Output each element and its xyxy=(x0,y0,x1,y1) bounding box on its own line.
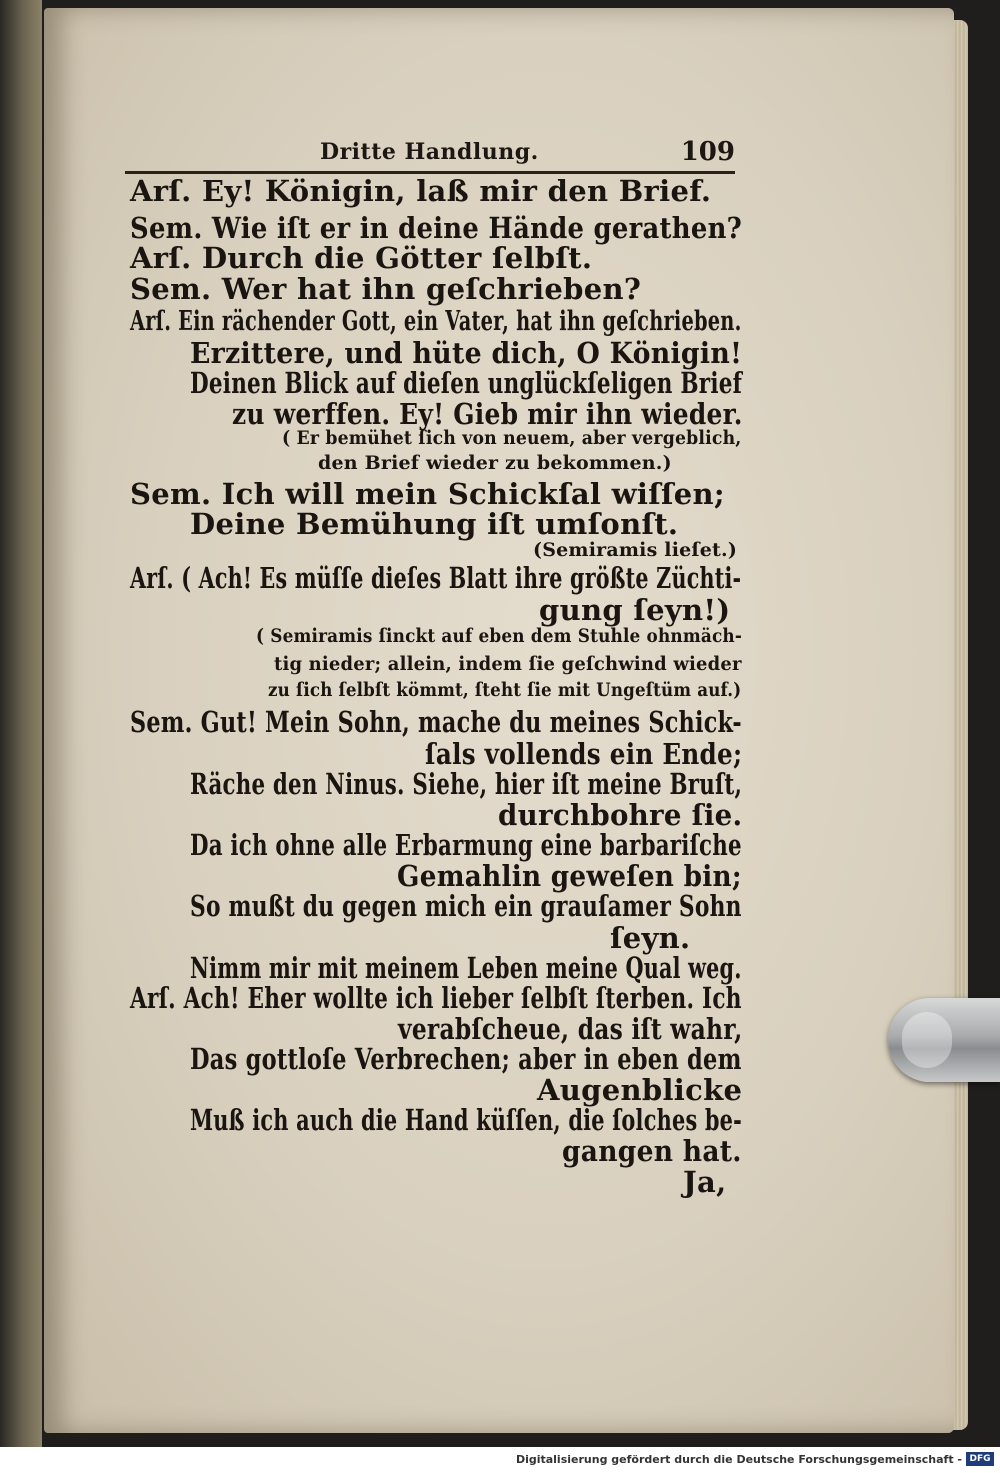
text-line: Erzittere, und hüte dich, O Königin! xyxy=(190,336,743,370)
text-line: Arſ. Ach! Eher wollte ich lieber ſelbſt ſterben. Ich xyxy=(130,981,742,1015)
text-line: So mußt du gegen mich ein grauſamer Sohn xyxy=(190,889,742,923)
digitization-footer xyxy=(0,1447,1000,1473)
text-line: Gemahlin geweſen bin; xyxy=(397,859,742,893)
text-line: Deinen Blick auf dieſen unglückſeligen Brief xyxy=(190,366,743,400)
text-line: Arſ. Ey! Königin, laß mir den Brief. xyxy=(130,174,712,208)
text-line: Da ich ohne alle Erbarmung eine barbariſche xyxy=(190,828,742,862)
text-line: Augenblicke xyxy=(537,1073,743,1107)
text-line: Nimm mir mit meinem Leben meine Qual weg. xyxy=(190,951,742,985)
text-line: Arſ. Ein rächender Gott, ein Vater, hat ihn geſchrieben. xyxy=(130,306,742,337)
text-line: Sem. Wie iſt er in deine Hände gerathen? xyxy=(130,211,743,245)
text-line: zu werffen. Ey! Gieb mir ihn wieder. xyxy=(232,397,743,431)
page-number: 109 xyxy=(680,137,735,167)
text-line: Arſ. ( Ach! Es müſſe dieſes Blatt ihre größte Züchti- xyxy=(130,561,742,595)
running-head: Dritte Handlung. xyxy=(320,139,539,165)
text-line: durchbohre ſie. xyxy=(498,798,743,832)
text-line: Räche den Ninus. Siehe, hier iſt meine Bruſt, xyxy=(190,767,743,801)
text-line: verabſcheue, das iſt wahr, xyxy=(398,1012,743,1046)
text-line: Das gottloſe Verbrechen; aber in eben dem xyxy=(190,1042,742,1076)
text-line: gung ſeyn!) xyxy=(539,593,731,627)
book-clamp xyxy=(888,998,1000,1082)
text-line: Sem. Wer hat ihn geſchrieben? xyxy=(130,272,642,306)
text-line: ſals vollends ein Ende; xyxy=(425,737,743,771)
text-line: Muß ich auch die Hand küſſen, die ſolches be- xyxy=(190,1103,743,1137)
stage-direction: (Semiramis lieſet.) xyxy=(533,539,738,561)
stage-direction: den Brief wieder zu bekommen.) xyxy=(318,452,672,474)
facing-page-edge xyxy=(0,0,42,1447)
stage-direction: ( Semiramis ſinckt auf eben dem Stuhle ohnmäch- xyxy=(256,625,743,647)
text-line: Sem. Ich will mein Schickſal wiſſen; xyxy=(130,477,725,511)
stage-direction: tig nieder; allein, indem ſie geſchwind wieder xyxy=(274,653,742,675)
dfg-logo: DFG xyxy=(966,1452,994,1466)
stage-direction: zu ſich ſelbſt kömmt, ſteht ſie mit Ungeſtüm auf.) xyxy=(268,679,742,701)
page-header xyxy=(125,133,735,173)
text-line: Deine Bemühung iſt umſonſt. xyxy=(190,507,679,541)
text-line: Arſ. Durch die Götter ſelbſt. xyxy=(130,241,593,275)
text-line: Sem. Gut! Mein Sohn, mache du meines Schick- xyxy=(130,705,742,739)
text-line: gangen hat. xyxy=(562,1134,742,1168)
funding-notice: Digitalisierung gefördert durch die Deutsche Forschungsgemeinschaft - xyxy=(515,1453,962,1466)
text-line: ſeyn. xyxy=(610,921,691,955)
catchword: Ja, xyxy=(683,1165,727,1199)
stage-direction: ( Er bemühet ſich von neuem, aber vergeblich, xyxy=(282,427,742,449)
